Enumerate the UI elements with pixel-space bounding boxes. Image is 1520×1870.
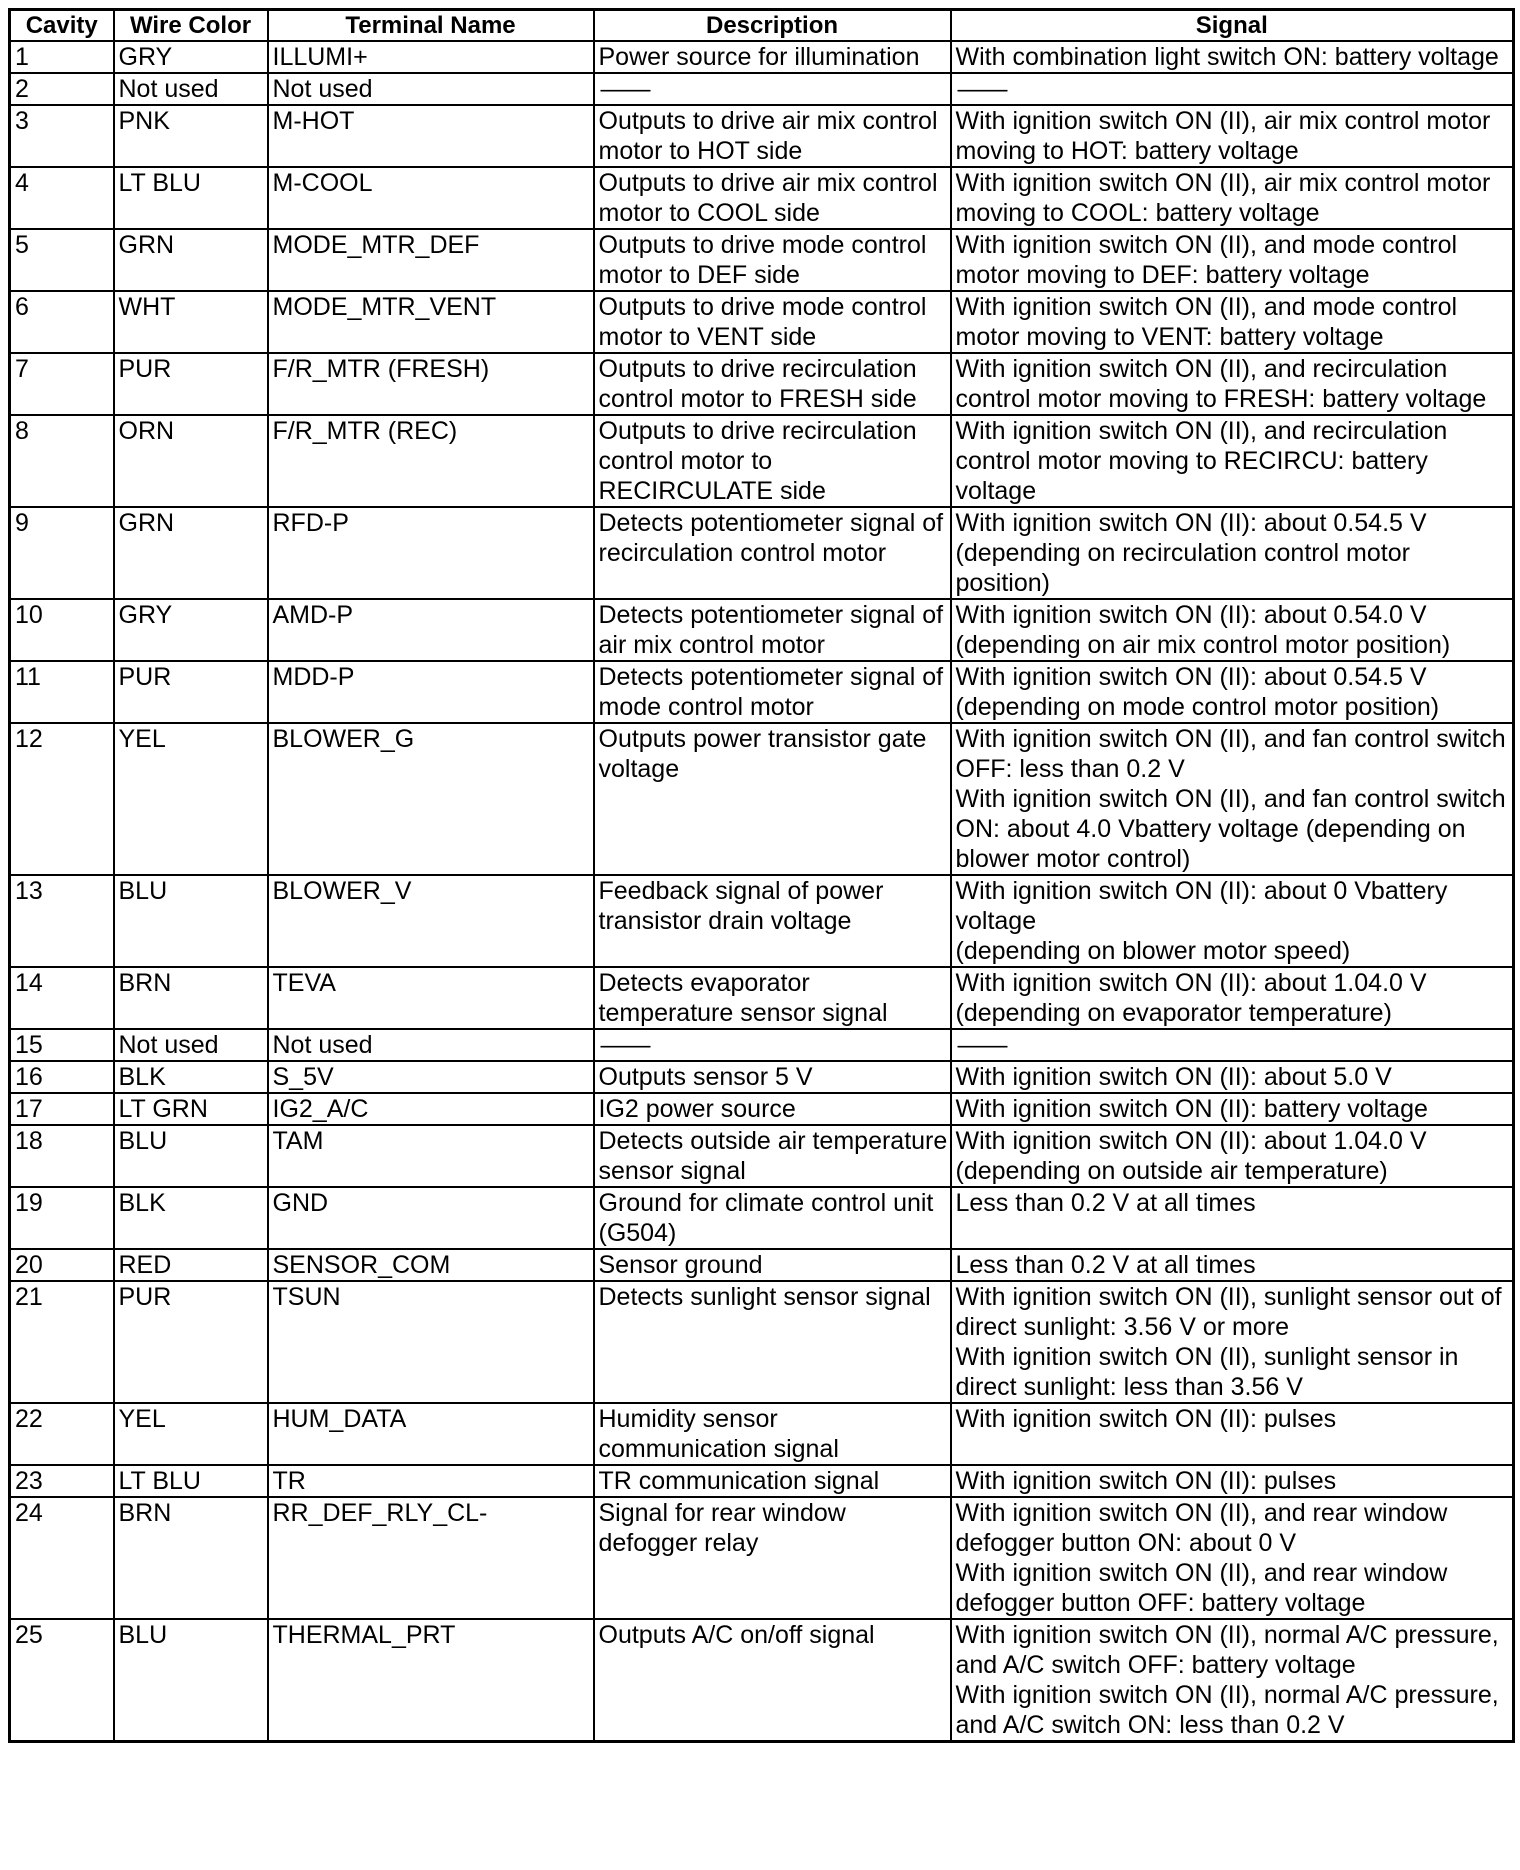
- wire-color-cell: LT BLU: [114, 1465, 268, 1497]
- terminal-name-cell: HUM_DATA: [268, 1403, 594, 1465]
- signal-line: With ignition switch ON (II): pulses: [955, 1467, 1337, 1495]
- signal-line: With ignition switch ON (II): about 0.54.5 V: [955, 663, 1427, 691]
- description-line: Detects outside air temperature: [598, 1127, 948, 1155]
- description-cell: [594, 1249, 951, 1281]
- table-row: [10, 1619, 1514, 1742]
- terminal-name-cell: AMD-P: [268, 599, 594, 661]
- signal-cell: [951, 661, 1514, 723]
- cavity-cell: 9: [10, 507, 114, 599]
- description-cell: [594, 1125, 951, 1187]
- signal-cell: [951, 415, 1514, 507]
- signal-line: motor moving to DEF: battery voltage: [955, 261, 1370, 289]
- cavity-cell: 23: [10, 1465, 114, 1497]
- description-cell: [594, 1465, 951, 1497]
- table-row: [10, 875, 1514, 967]
- signal-line: (depending on outside air temperature): [955, 1157, 1388, 1185]
- wire-color-cell: GRN: [114, 229, 268, 291]
- description-line: Outputs to drive mode control: [598, 293, 927, 321]
- signal-line: With ignition switch ON (II): about 0.54.0 V: [955, 601, 1427, 629]
- cavity-cell: 21: [10, 1281, 114, 1403]
- cavity-cell: 18: [10, 1125, 114, 1187]
- wire-color-cell: YEL: [114, 723, 268, 875]
- description-cell: [594, 167, 951, 229]
- wire-color-cell: WHT: [114, 291, 268, 353]
- terminal-name-cell: IG2_A/C: [268, 1093, 594, 1125]
- signal-cell: [951, 229, 1514, 291]
- signal-line: motor moving to VENT: battery voltage: [955, 323, 1384, 351]
- table-row: [10, 1249, 1514, 1281]
- header-cavity: Cavity: [10, 10, 114, 42]
- signal-cell: [951, 599, 1514, 661]
- signal-line: control motor moving to FRESH: battery voltage: [955, 385, 1487, 413]
- signal-line: With ignition switch ON (II), normal A/C pressure,: [955, 1681, 1499, 1709]
- signal-line: With ignition switch ON (II): about 1.04.0 V: [955, 969, 1427, 997]
- table-row: [10, 1465, 1514, 1497]
- wire-color-cell: YEL: [114, 1403, 268, 1465]
- description-line: motor to VENT side: [598, 323, 817, 351]
- signal-cell: [951, 1029, 1514, 1061]
- description-line: Signal for rear window: [598, 1499, 846, 1527]
- signal-line: control motor moving to RECIRCU: battery: [955, 447, 1428, 475]
- signal-line: With ignition switch ON (II), and recirculation: [955, 355, 1448, 383]
- cavity-cell: 6: [10, 291, 114, 353]
- cavity-cell: 3: [10, 105, 114, 167]
- description-line: recirculation control motor: [598, 539, 887, 567]
- description-line: Feedback signal of power: [598, 877, 884, 905]
- signal-line: With ignition switch ON (II), and mode control: [955, 293, 1458, 321]
- connector-table-container: [8, 8, 1512, 1743]
- signal-line: With ignition switch ON (II): about 0 Vbattery: [955, 877, 1448, 905]
- description-cell: [594, 105, 951, 167]
- table-row: [10, 1061, 1514, 1093]
- signal-line: Less than 0.2 V at all times: [955, 1189, 1256, 1217]
- signal-line: Less than 0.2 V at all times: [955, 1251, 1256, 1279]
- signal-cell: [951, 723, 1514, 875]
- description-line: control motor to: [598, 447, 773, 475]
- description-cell: [594, 229, 951, 291]
- table-body: [10, 41, 1514, 1742]
- signal-line: voltage: [955, 907, 1037, 935]
- description-line: Detects potentiometer signal of: [598, 601, 944, 629]
- description-line: Outputs to drive air mix control: [598, 107, 938, 135]
- signal-line: With ignition switch ON (II), air mix control motor: [955, 107, 1491, 135]
- wire-color-cell: PUR: [114, 661, 268, 723]
- signal-cell: [951, 967, 1514, 1029]
- connector-pinout-table: [8, 8, 1515, 1743]
- terminal-name-cell: MODE_MTR_VENT: [268, 291, 594, 353]
- signal-cell: [951, 1093, 1514, 1125]
- signal-line: direct sunlight: 3.56 V or more: [955, 1313, 1289, 1341]
- signal-line: moving to COOL: battery voltage: [955, 199, 1320, 227]
- signal-cell: [951, 1061, 1514, 1093]
- description-line: motor to DEF side: [598, 261, 800, 289]
- terminal-name-cell: F/R_MTR (FRESH): [268, 353, 594, 415]
- cavity-cell: 14: [10, 967, 114, 1029]
- header-signal: Signal: [951, 10, 1514, 42]
- description-cell: [594, 1403, 951, 1465]
- wire-color-cell: PUR: [114, 353, 268, 415]
- signal-cell: [951, 1497, 1514, 1619]
- signal-cell: [951, 1249, 1514, 1281]
- description-line: transistor drain voltage: [598, 907, 852, 935]
- signal-line: With ignition switch ON (II), and fan control switch: [955, 785, 1506, 813]
- description-line: Outputs sensor 5 V: [598, 1063, 813, 1091]
- description-line: RECIRCULATE side: [598, 477, 826, 505]
- description-cell: [594, 73, 951, 105]
- terminal-name-cell: S_5V: [268, 1061, 594, 1093]
- signal-cell: [951, 875, 1514, 967]
- header-description: Description: [594, 10, 951, 42]
- signal-line: (depending on mode control motor position): [955, 693, 1440, 721]
- header-wire-color: Wire Color: [114, 10, 268, 42]
- signal-line: and A/C switch OFF: battery voltage: [955, 1651, 1356, 1679]
- signal-cell: [951, 1619, 1514, 1742]
- terminal-name-cell: TEVA: [268, 967, 594, 1029]
- table-row: [10, 1187, 1514, 1249]
- signal-line: With ignition switch ON (II): battery voltage: [955, 1095, 1428, 1123]
- description-line: mode control motor: [598, 693, 814, 721]
- description-cell: [594, 1619, 951, 1742]
- description-line: (G504): [598, 1219, 677, 1247]
- terminal-name-cell: TSUN: [268, 1281, 594, 1403]
- wire-color-cell: GRN: [114, 507, 268, 599]
- signal-line: defogger button OFF: battery voltage: [955, 1589, 1366, 1617]
- signal-line: defogger button ON: about 0 V: [955, 1529, 1297, 1557]
- table-row: [10, 1281, 1514, 1403]
- signal-line: OFF: less than 0.2 V: [955, 755, 1185, 783]
- terminal-name-cell: Not used: [268, 1029, 594, 1061]
- wire-color-cell: Not used: [114, 73, 268, 105]
- table-header: [10, 10, 1514, 42]
- description-cell: [594, 599, 951, 661]
- description-line: Detects evaporator: [598, 969, 810, 997]
- description-line: TR communication signal: [598, 1467, 880, 1495]
- description-cell: [594, 291, 951, 353]
- table-row: [10, 723, 1514, 875]
- description-line: Detects potentiometer signal of: [598, 509, 944, 537]
- cavity-cell: 20: [10, 1249, 114, 1281]
- table-row: [10, 661, 1514, 723]
- cavity-cell: 4: [10, 167, 114, 229]
- table-row: [10, 599, 1514, 661]
- description-line: air mix control motor: [598, 631, 825, 659]
- wire-color-cell: LT BLU: [114, 167, 268, 229]
- wire-color-cell: RED: [114, 1249, 268, 1281]
- description-line: IG2 power source: [598, 1095, 796, 1123]
- signal-line: voltage: [955, 477, 1037, 505]
- table-row: [10, 1029, 1514, 1061]
- description-line: Outputs to drive recirculation: [598, 355, 917, 383]
- terminal-name-cell: ILLUMI+: [268, 41, 594, 73]
- wire-color-cell: PUR: [114, 1281, 268, 1403]
- signal-line: position): [955, 569, 1050, 597]
- signal-cell: [951, 291, 1514, 353]
- table-row: [10, 229, 1514, 291]
- signal-line: direct sunlight: less than 3.56 V: [955, 1373, 1303, 1401]
- signal-line: With ignition switch ON (II), sunlight sensor out of: [955, 1283, 1502, 1311]
- terminal-name-cell: SENSOR_COM: [268, 1249, 594, 1281]
- description-line: Outputs power transistor gate: [598, 725, 927, 753]
- terminal-name-cell: TAM: [268, 1125, 594, 1187]
- description-cell: [594, 41, 951, 73]
- cavity-cell: 25: [10, 1619, 114, 1742]
- table-row: [10, 1093, 1514, 1125]
- signal-line: With ignition switch ON (II), air mix control motor: [955, 169, 1491, 197]
- cavity-cell: 19: [10, 1187, 114, 1249]
- signal-cell: [951, 73, 1514, 105]
- signal-cell: [951, 1465, 1514, 1497]
- signal-line: With ignition switch ON (II), normal A/C pressure,: [955, 1621, 1499, 1649]
- table-row: [10, 353, 1514, 415]
- wire-color-cell: BLU: [114, 1619, 268, 1742]
- signal-line: blower motor control): [955, 845, 1191, 873]
- cavity-cell: 8: [10, 415, 114, 507]
- description-line: Outputs to drive recirculation: [598, 417, 917, 445]
- signal-cell: [951, 1281, 1514, 1403]
- signal-line: With ignition switch ON (II), and recirculation: [955, 417, 1448, 445]
- signal-line: (depending on recirculation control motor: [955, 539, 1410, 567]
- terminal-name-cell: Not used: [268, 73, 594, 105]
- table-row: [10, 167, 1514, 229]
- description-line: Ground for climate control unit: [598, 1189, 934, 1217]
- cavity-cell: 1: [10, 41, 114, 73]
- wire-color-cell: BRN: [114, 1497, 268, 1619]
- terminal-name-cell: BLOWER_V: [268, 875, 594, 967]
- description-cell: [594, 1029, 951, 1061]
- table-row: [10, 415, 1514, 507]
- wire-color-cell: GRY: [114, 41, 268, 73]
- description-cell: [594, 1497, 951, 1619]
- wire-color-cell: LT GRN: [114, 1093, 268, 1125]
- description-line: Detects potentiometer signal of: [598, 663, 944, 691]
- signal-line: ——: [957, 1031, 1008, 1059]
- description-cell: [594, 723, 951, 875]
- description-line: Outputs to drive air mix control: [598, 169, 938, 197]
- terminal-name-cell: RR_DEF_RLY_CL-: [268, 1497, 594, 1619]
- wire-color-cell: GRY: [114, 599, 268, 661]
- description-cell: [594, 415, 951, 507]
- description-cell: [594, 1061, 951, 1093]
- description-line: control motor to FRESH side: [598, 385, 917, 413]
- description-cell: [594, 661, 951, 723]
- description-line: voltage: [598, 755, 680, 783]
- cavity-cell: 24: [10, 1497, 114, 1619]
- signal-line: moving to HOT: battery voltage: [955, 137, 1299, 165]
- table-row: [10, 105, 1514, 167]
- table-row: [10, 41, 1514, 73]
- cavity-cell: 16: [10, 1061, 114, 1093]
- header-terminal-name: Terminal Name: [268, 10, 594, 42]
- signal-cell: [951, 507, 1514, 599]
- description-line: Outputs A/C on/off signal: [598, 1621, 875, 1649]
- cavity-cell: 13: [10, 875, 114, 967]
- terminal-name-cell: GND: [268, 1187, 594, 1249]
- terminal-name-cell: TR: [268, 1465, 594, 1497]
- cavity-cell: 7: [10, 353, 114, 415]
- description-line: Sensor ground: [598, 1251, 763, 1279]
- cavity-cell: 2: [10, 73, 114, 105]
- terminal-name-cell: MODE_MTR_DEF: [268, 229, 594, 291]
- signal-line: With ignition switch ON (II): about 5.0 V: [955, 1063, 1392, 1091]
- wire-color-cell: ORN: [114, 415, 268, 507]
- cavity-cell: 22: [10, 1403, 114, 1465]
- signal-cell: [951, 353, 1514, 415]
- description-line: Humidity sensor: [598, 1405, 778, 1433]
- signal-line: ON: about 4.0 Vbattery voltage (depending on: [955, 815, 1466, 843]
- signal-line: With ignition switch ON (II): pulses: [955, 1405, 1337, 1433]
- signal-cell: [951, 1403, 1514, 1465]
- description-cell: [594, 875, 951, 967]
- wire-color-cell: PNK: [114, 105, 268, 167]
- description-line: sensor signal: [598, 1157, 746, 1185]
- terminal-name-cell: MDD-P: [268, 661, 594, 723]
- wire-color-cell: BLK: [114, 1187, 268, 1249]
- table-row: [10, 1125, 1514, 1187]
- wire-color-cell: BRN: [114, 967, 268, 1029]
- wire-color-cell: BLK: [114, 1061, 268, 1093]
- description-line: defogger relay: [598, 1529, 759, 1557]
- description-line: motor to COOL side: [598, 199, 820, 227]
- table-row: [10, 1497, 1514, 1619]
- table-row: [10, 1403, 1514, 1465]
- signal-line: With ignition switch ON (II), and fan control switch: [955, 725, 1506, 753]
- terminal-name-cell: BLOWER_G: [268, 723, 594, 875]
- description-cell: [594, 1187, 951, 1249]
- description-line: ——: [600, 1031, 651, 1059]
- signal-line: With combination light switch ON: battery voltage: [955, 43, 1499, 71]
- signal-line: and A/C switch ON: less than 0.2 V: [955, 1711, 1345, 1739]
- description-cell: [594, 353, 951, 415]
- terminal-name-cell: THERMAL_PRT: [268, 1619, 594, 1742]
- wire-color-cell: BLU: [114, 1125, 268, 1187]
- signal-cell: [951, 105, 1514, 167]
- signal-cell: [951, 167, 1514, 229]
- cavity-cell: 12: [10, 723, 114, 875]
- description-line: motor to HOT side: [598, 137, 803, 165]
- terminal-name-cell: F/R_MTR (REC): [268, 415, 594, 507]
- signal-line: With ignition switch ON (II), and rear window: [955, 1559, 1448, 1587]
- description-line: Detects sunlight sensor signal: [598, 1283, 931, 1311]
- signal-cell: [951, 1125, 1514, 1187]
- cavity-cell: 10: [10, 599, 114, 661]
- terminal-name-cell: RFD-P: [268, 507, 594, 599]
- signal-line: With ignition switch ON (II): about 0.54.5 V: [955, 509, 1427, 537]
- signal-line: With ignition switch ON (II), and mode control: [955, 231, 1458, 259]
- table-row: [10, 507, 1514, 599]
- description-line: temperature sensor signal: [598, 999, 888, 1027]
- cavity-cell: 17: [10, 1093, 114, 1125]
- description-cell: [594, 507, 951, 599]
- table-row: [10, 73, 1514, 105]
- table-row: [10, 967, 1514, 1029]
- cavity-cell: 15: [10, 1029, 114, 1061]
- terminal-name-cell: M-COOL: [268, 167, 594, 229]
- description-cell: [594, 1093, 951, 1125]
- table-row: [10, 291, 1514, 353]
- description-line: ——: [600, 75, 651, 103]
- signal-line: (depending on air mix control motor position): [955, 631, 1451, 659]
- signal-line: (depending on blower motor speed): [955, 937, 1351, 965]
- signal-line: With ignition switch ON (II), sunlight sensor in: [955, 1343, 1459, 1371]
- wire-color-cell: Not used: [114, 1029, 268, 1061]
- header-row: [10, 10, 1514, 42]
- signal-cell: [951, 41, 1514, 73]
- signal-line: With ignition switch ON (II), and rear window: [955, 1499, 1448, 1527]
- wire-color-cell: BLU: [114, 875, 268, 967]
- signal-line: With ignition switch ON (II): about 1.04.0 V: [955, 1127, 1427, 1155]
- description-line: Power source for illumination: [598, 43, 920, 71]
- cavity-cell: 11: [10, 661, 114, 723]
- description-cell: [594, 967, 951, 1029]
- description-line: Outputs to drive mode control: [598, 231, 927, 259]
- terminal-name-cell: M-HOT: [268, 105, 594, 167]
- description-cell: [594, 1281, 951, 1403]
- description-line: communication signal: [598, 1435, 839, 1463]
- signal-cell: [951, 1187, 1514, 1249]
- signal-line: (depending on evaporator temperature): [955, 999, 1392, 1027]
- signal-line: ——: [957, 75, 1008, 103]
- cavity-cell: 5: [10, 229, 114, 291]
